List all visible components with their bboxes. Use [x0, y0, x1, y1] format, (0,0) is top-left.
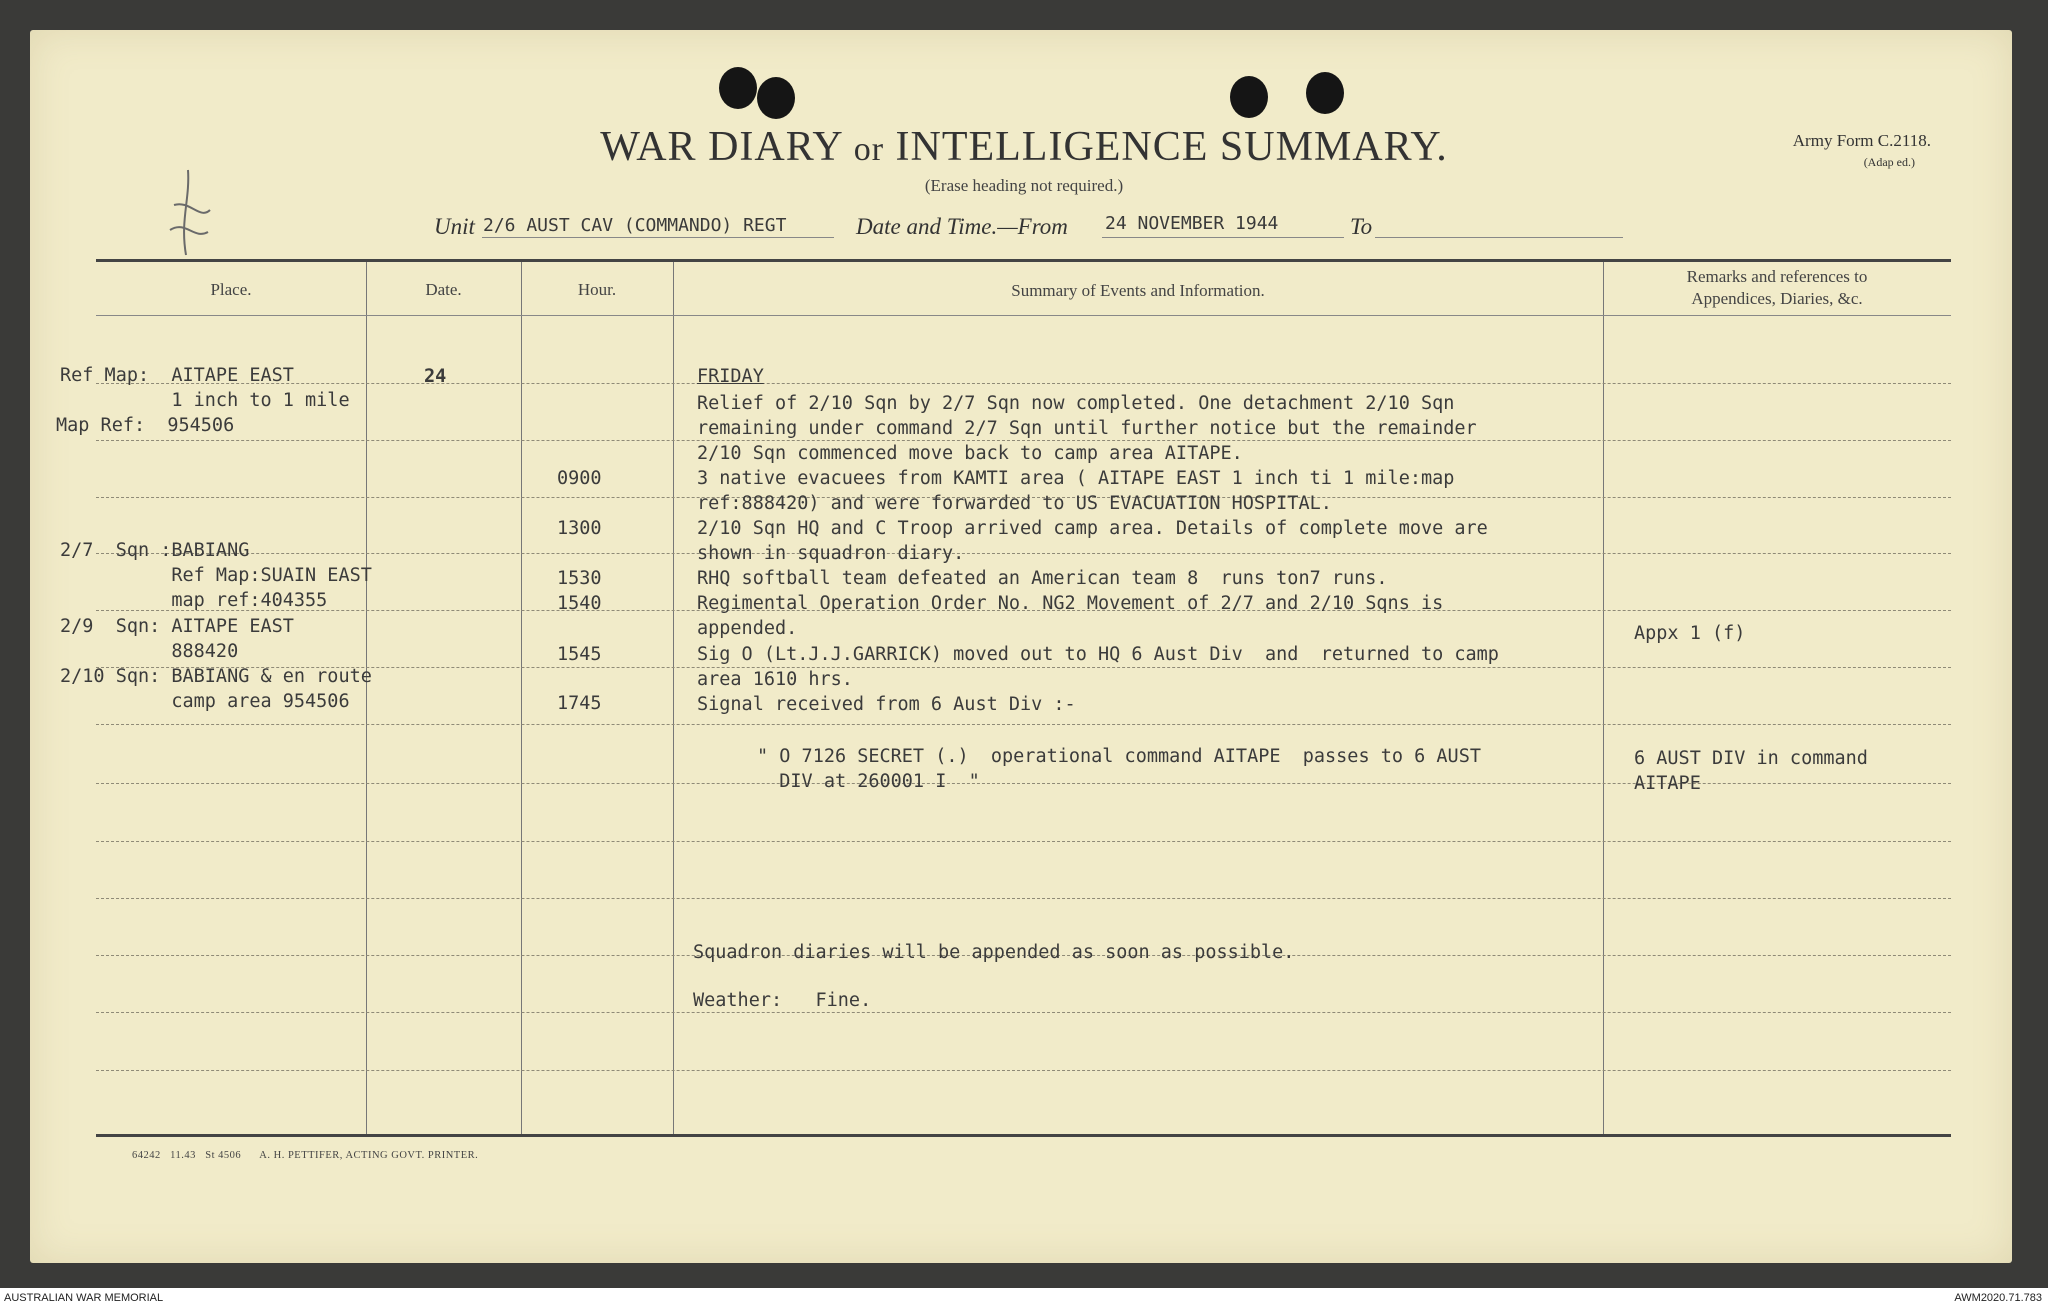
hour-entry: 1545 — [557, 644, 602, 665]
place-entry: 2/7 Sqn :BABIANG — [60, 540, 250, 561]
column-divider — [1603, 262, 1604, 1134]
row-rule — [96, 1012, 1951, 1013]
row-rule — [96, 841, 1951, 842]
punch-hole — [719, 67, 757, 109]
place-entry: map ref:404355 — [60, 590, 328, 611]
date-underline — [1102, 237, 1344, 238]
date-entry: 24 — [424, 366, 447, 387]
column-divider — [521, 262, 522, 1134]
summary-line: Relief of 2/10 Sqn by 2/7 Sqn now completed. One detachment 2/10 Sqn — [697, 393, 1455, 414]
summary-line: 2/10 Sqn commenced move back to camp area AITAPE. — [697, 443, 1243, 464]
summary-line: appended. — [697, 618, 798, 639]
to-label: To — [1350, 214, 1373, 239]
row-rule — [96, 553, 1951, 554]
erase-heading-note: (Erase heading not required.) — [924, 176, 1124, 195]
summary-line: ref:888420) and were forwarded to US EVACUATION HOSPITAL. — [697, 493, 1332, 514]
place-entry: 2/9 Sqn: AITAPE EAST — [60, 616, 294, 637]
summary-line: Signal received from 6 Aust Div :- — [697, 694, 1076, 715]
punch-hole — [757, 77, 795, 119]
column-header-remarks: Remarks and references to Appendices, Diaries, &c. — [1686, 267, 1868, 308]
army-form-number: Army Form C.2118. (Adap ed.) — [1792, 131, 1931, 169]
summary-line: 3 native evacuees from KAMTI area ( AITAPE EAST 1 inch ti 1 mile:map — [697, 468, 1455, 489]
row-rule — [96, 1070, 1951, 1071]
hour-entry: 1540 — [557, 593, 602, 614]
header-rule — [96, 315, 1951, 316]
summary-line: Squadron diaries will be appended as soon as possible. — [693, 942, 1295, 963]
column-header-place: Place. — [210, 280, 252, 299]
archive-name: AUSTRALIAN WAR MEMORIAL — [4, 1292, 164, 1304]
place-entry: Ref Map:SUAIN EAST — [60, 565, 372, 586]
column-divider — [366, 262, 367, 1134]
summary-line: Sig O (Lt.J.J.GARRICK) moved out to HQ 6 Aust Div and returned to camp — [697, 644, 1499, 665]
table-bottom-rule — [96, 1134, 1951, 1137]
place-entry: 888420 — [60, 641, 239, 662]
unit-underline — [482, 237, 834, 238]
archive-footer — [0, 1288, 2048, 1308]
to-underline — [1375, 237, 1623, 238]
row-rule — [96, 383, 1951, 384]
summary-line: remaining under command 2/7 Sqn until further notice but the remainder — [697, 418, 1477, 439]
place-entry: 1 inch to 1 mile — [60, 390, 350, 411]
date-time-label: Date and Time.—From — [856, 214, 1068, 239]
punch-hole — [1230, 76, 1268, 118]
summary-line: Regimental Operation Order No. NG2 Movement of 2/7 and 2/10 Sqns is — [697, 593, 1444, 614]
remark-entry: Appx 1 (f) — [1634, 623, 1746, 644]
table-top-rule — [96, 259, 1951, 262]
date-from-value: 24 NOVEMBER 1944 — [1105, 213, 1279, 234]
column-header-summary: Summary of Events and Information. — [1011, 281, 1265, 300]
summary-day: FRIDAY — [697, 366, 764, 387]
signal-quote: DIV at 260001 I " — [757, 771, 980, 792]
summary-line: 2/10 Sqn HQ and C Troop arrived camp area. Details of complete move are — [697, 518, 1488, 539]
summary-line: shown in squadron diary. — [697, 543, 965, 564]
hour-entry: 1530 — [557, 568, 602, 589]
remark-entry: AITAPE — [1634, 773, 1701, 794]
hour-entry: 0900 — [557, 468, 602, 489]
place-entry: Ref Map: AITAPE EAST — [60, 365, 294, 386]
row-rule — [96, 667, 1951, 668]
archive-reference: AWM2020.71.783 — [1954, 1292, 2042, 1304]
remark-entry: 6 AUST DIV in command — [1634, 748, 1868, 769]
row-rule — [96, 724, 1951, 725]
unit-label: Unit — [434, 214, 475, 239]
column-divider — [673, 262, 674, 1134]
weather-line: Weather: Fine. — [693, 990, 872, 1011]
column-header-date: Date. — [425, 280, 462, 299]
printer-imprint: 64242 11.43 St 4506 A. H. PETTIFER, ACTING GOVT. PRINTER. — [132, 1150, 479, 1161]
column-header-hour: Hour. — [577, 280, 617, 299]
row-rule — [96, 898, 1951, 899]
place-entry: Map Ref: 954506 — [56, 415, 235, 436]
signal-quote: " O 7126 SECRET (.) operational command AITAPE passes to 6 AUST — [757, 746, 1481, 767]
unit-value: 2/6 AUST CAV (COMMANDO) REGT — [483, 215, 787, 236]
summary-line: area 1610 hrs. — [697, 669, 853, 690]
place-entry: 2/10 Sqn: BABIANG & en route — [60, 666, 372, 687]
summary-line: RHQ softball team defeated an American team 8 runs ton7 runs. — [697, 568, 1388, 589]
place-entry: camp area 954506 — [60, 691, 350, 712]
hour-entry: 1745 — [557, 693, 602, 714]
punch-hole — [1306, 72, 1344, 114]
hour-entry: 1300 — [557, 518, 602, 539]
form-heading: WAR DIARY or INTELLIGENCE SUMMARY. — [600, 124, 1448, 170]
